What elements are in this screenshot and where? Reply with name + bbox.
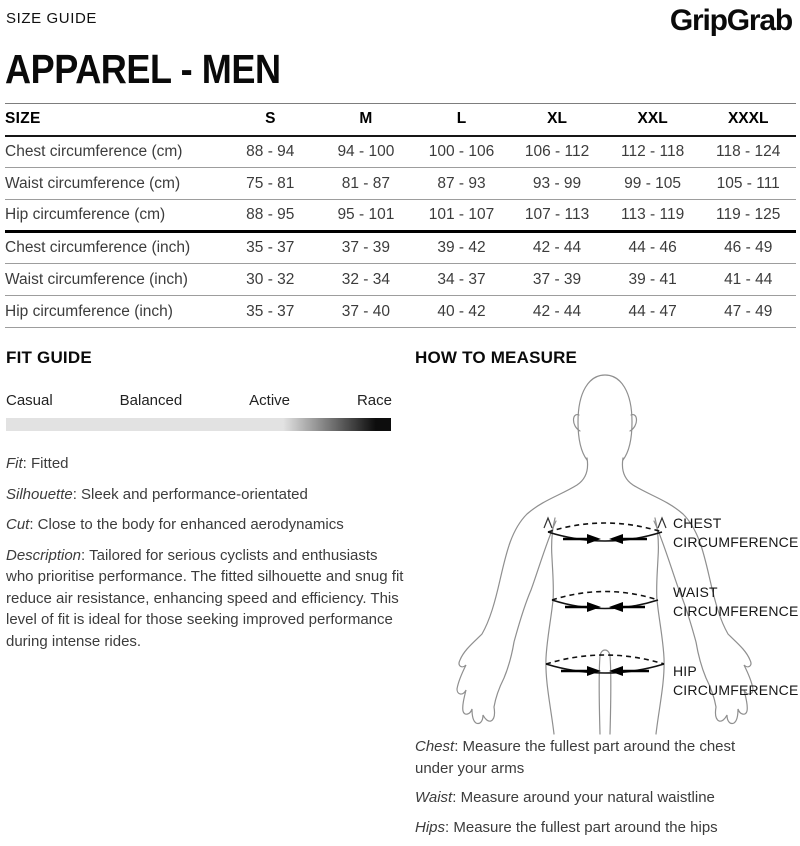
cell: 93 - 99 xyxy=(532,174,582,192)
chest-circumference-label: CHEST xyxy=(673,515,722,531)
cell: 42 - 44 xyxy=(532,302,582,320)
size-guide-eyebrow: SIZE GUIDE xyxy=(6,10,98,27)
description-term: Description xyxy=(6,546,82,564)
table-row-waist-inch xyxy=(5,264,796,296)
hips-term: Hips xyxy=(415,818,446,836)
cell: 95 - 101 xyxy=(337,206,395,223)
cell: 87 - 93 xyxy=(437,174,486,192)
cell: 37 - 39 xyxy=(341,239,391,256)
chest-circumference-label-2: CIRCUMFERENCE xyxy=(673,534,799,550)
col-m: M xyxy=(359,110,373,128)
row-label: Chest circumference (cm) xyxy=(5,142,183,160)
cell: 105 - 111 xyxy=(716,174,780,192)
fit-text: : Fitted xyxy=(22,455,69,472)
cell: 119 - 125 xyxy=(716,206,781,223)
cell: 42 - 44 xyxy=(532,239,582,256)
table-row-waist-cm xyxy=(5,168,796,200)
cell: 34 - 37 xyxy=(437,270,486,288)
cell: 32 - 34 xyxy=(341,270,391,288)
body-measurement-diagram xyxy=(415,368,800,736)
hip-measure-line xyxy=(546,655,664,676)
fit-scale-labels xyxy=(6,392,392,409)
body-outline-icon xyxy=(457,375,753,734)
waist-circumference-label-2: CIRCUMFERENCE xyxy=(673,603,799,619)
cell: 37 - 40 xyxy=(341,302,391,320)
cell: 39 - 41 xyxy=(628,270,677,288)
cell: 41 - 44 xyxy=(724,270,773,288)
cell: 94 - 100 xyxy=(337,142,395,160)
how-to-measure-title: HOW TO MEASURE xyxy=(415,348,578,367)
cell: 39 - 42 xyxy=(437,239,486,256)
hips-instruction xyxy=(415,817,767,839)
hips-text: : Measure the fullest part around the hips xyxy=(445,818,718,836)
chest-term: Chest xyxy=(415,738,455,755)
cell: 101 - 107 xyxy=(428,206,495,223)
cell: 81 - 87 xyxy=(341,174,391,192)
table-row-chest-inch xyxy=(5,232,796,264)
col-size: SIZE xyxy=(5,110,41,128)
waist-circumference-label: WAIST xyxy=(673,584,718,600)
waist-text: : Measure around your natural waistline xyxy=(452,789,715,806)
fit-term: Fit xyxy=(6,455,23,472)
fit-guide-title: FIT GUIDE xyxy=(6,348,92,367)
row-label: Hip circumference (cm) xyxy=(5,206,166,223)
col-xxl: XXL xyxy=(637,110,668,128)
cell: 44 - 46 xyxy=(628,239,677,256)
waist-term: Waist xyxy=(415,789,453,806)
fit-guide-section xyxy=(6,348,404,661)
col-xxxl: XXXL xyxy=(727,110,769,128)
how-to-measure-section xyxy=(415,348,800,368)
size-table xyxy=(5,103,796,328)
waist-measure-line xyxy=(552,592,658,613)
hip-circumference-label-2: CIRCUMFERENCE xyxy=(673,682,799,698)
silhouette-term: Silhouette xyxy=(6,485,73,503)
cell: 99 - 105 xyxy=(624,174,682,192)
cell: 35 - 37 xyxy=(246,302,295,320)
fit-scale-active: Active xyxy=(249,392,290,409)
cell: 37 - 39 xyxy=(532,270,582,288)
cell: 44 - 47 xyxy=(628,302,677,320)
table-row-hip-cm xyxy=(5,200,796,232)
cut-term: Cut xyxy=(6,516,30,533)
row-label: Hip circumference (inch) xyxy=(5,302,173,320)
cell: 75 - 81 xyxy=(246,174,295,192)
cell: 88 - 95 xyxy=(246,206,295,223)
table-row-chest-cm xyxy=(5,136,796,168)
fit-scale-balanced: Balanced xyxy=(119,392,183,409)
fit-scale-race: Race xyxy=(356,392,392,409)
silhouette-text: : Sleek and performance-orientated xyxy=(72,485,308,503)
fit-details xyxy=(6,453,406,652)
cell: 88 - 94 xyxy=(246,142,295,160)
hip-circumference-label: HIP xyxy=(673,663,697,679)
row-label: Waist circumference (cm) xyxy=(5,174,181,192)
col-xl: XL xyxy=(547,110,567,128)
cut-line xyxy=(6,514,406,536)
cell: 46 - 49 xyxy=(724,239,773,256)
page-title: APPAREL - MEN xyxy=(5,46,281,92)
cut-text: : Close to the body for enhanced aerodynamics xyxy=(29,516,344,533)
table-row-hip-inch xyxy=(5,296,796,328)
description-line xyxy=(6,545,406,653)
gripgrab-logo: GripGrab xyxy=(669,4,792,37)
waist-instruction xyxy=(415,787,767,809)
cell: 112 - 118 xyxy=(621,142,685,160)
measure-instructions xyxy=(415,736,767,846)
cell: 113 - 119 xyxy=(621,206,685,223)
chest-text: : Measure the fullest part around the chest under your arms xyxy=(415,738,736,777)
cell: 40 - 42 xyxy=(437,302,486,320)
chest-measure-line xyxy=(544,518,666,544)
size-table-header-row xyxy=(5,104,796,136)
fit-gradient-bar xyxy=(6,418,391,431)
col-l: L xyxy=(456,110,467,128)
cell: 106 - 112 xyxy=(524,142,590,160)
chest-instruction xyxy=(415,736,767,779)
col-s: S xyxy=(265,110,276,128)
row-label: Chest circumference (inch) xyxy=(5,239,191,256)
cell: 118 - 124 xyxy=(716,142,781,160)
cell: 35 - 37 xyxy=(246,239,295,256)
cell: 47 - 49 xyxy=(724,302,773,320)
fit-scale-casual: Casual xyxy=(6,392,53,409)
fit-line xyxy=(6,453,406,475)
silhouette-line xyxy=(6,484,406,506)
cell: 107 - 113 xyxy=(524,206,590,223)
description-text: : Tailored for serious cyclists and enthusiasts who prioritise performance. The fitted silhouette and snug fit reduce air resistance, enhancing speed and efficiency. This level of fit is ideal for those seeking improved performance during intense rides. xyxy=(6,546,404,650)
cell: 100 - 106 xyxy=(428,142,495,160)
row-label: Waist circumference (inch) xyxy=(5,270,188,288)
cell: 30 - 32 xyxy=(246,270,295,288)
